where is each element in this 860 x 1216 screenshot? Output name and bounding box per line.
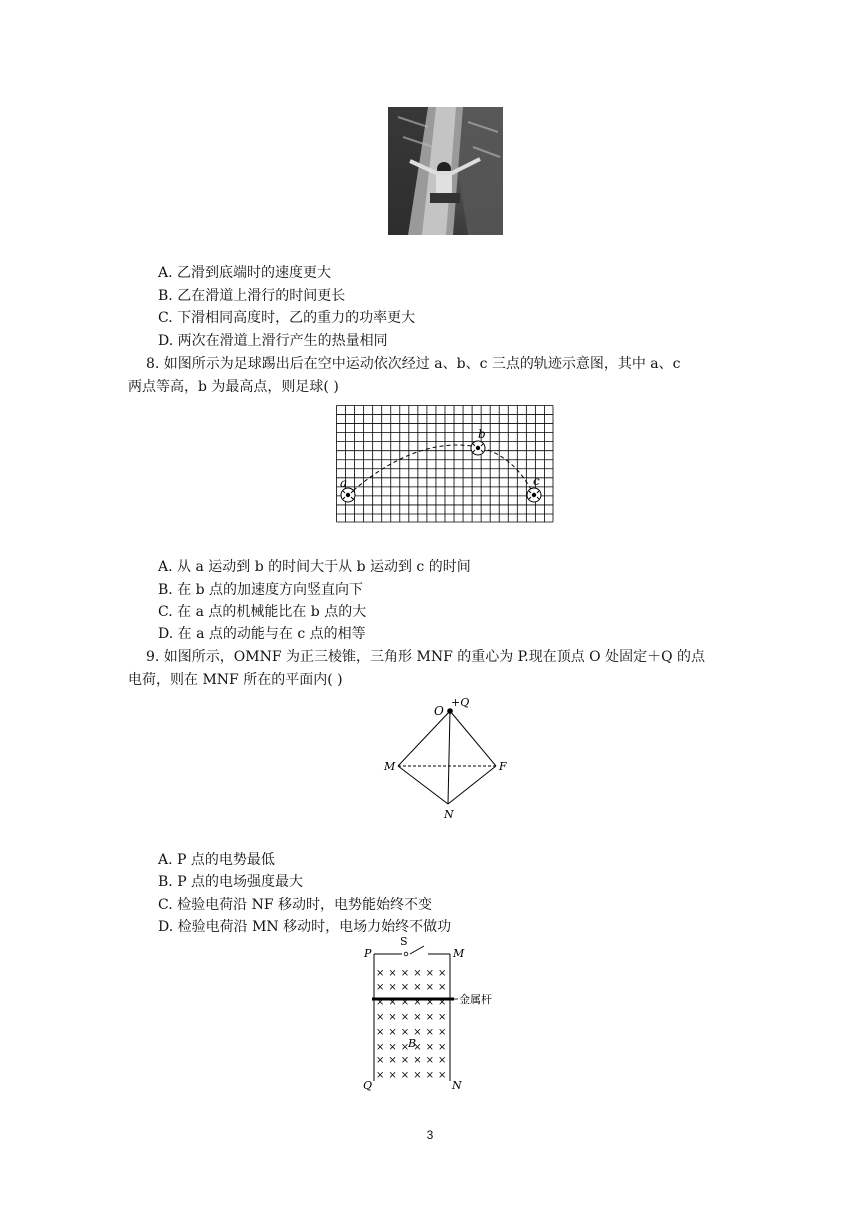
field-mark: × bbox=[400, 1042, 410, 1053]
field-mark: × bbox=[388, 1042, 397, 1053]
field-mark: × bbox=[438, 1012, 447, 1023]
field-mark: × bbox=[425, 968, 434, 979]
q9-option-a: A. P 点的电势最低 bbox=[158, 852, 275, 868]
q8-option-a: A. 从 a 运动到 b 的时间大于从 b 运动到 c 的时间 bbox=[158, 559, 471, 575]
q9-stem-line2: 电荷，则在 MNF 所在的平面内( ) bbox=[128, 672, 343, 688]
label-n: N bbox=[452, 1079, 462, 1092]
field-mark: × bbox=[425, 1027, 434, 1038]
field-mark: × bbox=[438, 982, 447, 993]
field-mark: × bbox=[413, 1027, 422, 1038]
field-mark: × bbox=[425, 982, 434, 993]
switch-pivot bbox=[404, 952, 408, 956]
field-mark: × bbox=[388, 1070, 397, 1081]
edge-of bbox=[450, 711, 496, 766]
q10-rail-figure bbox=[358, 936, 508, 1096]
q8-stem-line1: 8. 如图所示为足球踢出后在空中运动依次经过 a、b、c 三点的轨迹示意图，其中 a、c bbox=[146, 356, 681, 372]
magnetic-field-marks bbox=[376, 968, 446, 1081]
field-mark: × bbox=[400, 982, 410, 993]
label-a: a bbox=[340, 476, 348, 490]
edge-on bbox=[448, 711, 450, 804]
field-mark: × bbox=[376, 1055, 385, 1066]
field-mark: × bbox=[413, 1070, 422, 1081]
field-mark: × bbox=[438, 1042, 447, 1053]
field-mark: × bbox=[438, 968, 447, 979]
field-mark: × bbox=[413, 968, 422, 979]
field-mark: × bbox=[438, 1070, 447, 1081]
charge-point bbox=[447, 708, 453, 714]
field-mark: × bbox=[413, 982, 422, 993]
label-p: P bbox=[364, 947, 372, 960]
q8-option-b: B. 在 b 点的加速度方向竖直向下 bbox=[158, 582, 364, 598]
label-b: b bbox=[478, 427, 486, 441]
label-c: c bbox=[533, 474, 540, 488]
label-m: M bbox=[453, 947, 465, 960]
q9-option-b: B. P 点的电场强度最大 bbox=[158, 874, 304, 890]
page-number: 3 bbox=[426, 1128, 434, 1142]
label-f: F bbox=[499, 760, 507, 773]
field-mark: × bbox=[376, 1042, 385, 1053]
edge-om bbox=[398, 711, 450, 766]
q8-option-c: C. 在 a 点的机械能比在 b 点的大 bbox=[158, 604, 367, 620]
label-n: N bbox=[444, 808, 454, 821]
field-mark: × bbox=[388, 968, 397, 979]
field-mark: × bbox=[425, 1012, 434, 1023]
q9-option-c: C. 检验电荷沿 NF 移动时，电势能始终不变 bbox=[158, 897, 432, 913]
field-mark: × bbox=[388, 1012, 397, 1023]
field-mark: × bbox=[425, 1042, 434, 1053]
field-mark: × bbox=[425, 1070, 434, 1081]
edge-mn bbox=[398, 766, 448, 804]
field-mark: × bbox=[438, 1055, 447, 1066]
field-mark: × bbox=[400, 1055, 410, 1066]
q9-tetrahedron-figure bbox=[378, 694, 518, 824]
field-mark: × bbox=[376, 1027, 385, 1038]
ball-c bbox=[527, 488, 541, 502]
field-mark: × bbox=[376, 968, 385, 979]
q8-trajectory-figure bbox=[336, 405, 554, 523]
field-mark: × bbox=[388, 997, 397, 1008]
q7-option-c: C. 下滑相同高度时，乙的重力的功率更大 bbox=[158, 310, 416, 326]
label-o: O bbox=[434, 704, 444, 718]
field-mark: × bbox=[400, 1070, 410, 1081]
grid bbox=[337, 406, 554, 523]
field-mark: × bbox=[413, 997, 422, 1008]
label-q: Q bbox=[363, 1079, 373, 1092]
field-mark: × bbox=[413, 1055, 422, 1066]
label-m: M bbox=[384, 760, 396, 773]
field-mark: × bbox=[400, 1012, 410, 1023]
ball-b bbox=[471, 441, 485, 455]
field-mark: × bbox=[425, 997, 434, 1008]
q7-option-a: A. 乙滑到底端时的速度更大 bbox=[158, 265, 332, 281]
field-mark: × bbox=[376, 997, 385, 1008]
field-mark: × bbox=[400, 1027, 410, 1038]
field-mark: × bbox=[438, 1027, 447, 1038]
slide-photo bbox=[388, 107, 503, 235]
q9-option-d: D. 检验电荷沿 MN 移动时，电场力始终不做功 bbox=[158, 919, 452, 935]
field-mark: × bbox=[388, 982, 397, 993]
field-mark: × bbox=[376, 1070, 385, 1081]
label-rod: 金属杆 bbox=[459, 993, 492, 1006]
q8-option-d: D. 在 a 点的动能与在 c 点的相等 bbox=[158, 626, 366, 642]
q9-stem-line1: 9. 如图所示，OMNF 为正三棱锥，三角形 MNF 的重心为 P.现在顶点 O 处固定＋Q 的点 bbox=[146, 649, 706, 665]
edge-nf bbox=[448, 766, 496, 804]
field-mark: × bbox=[388, 1055, 397, 1066]
q7-option-b: B. 乙在滑道上滑行的时间更长 bbox=[158, 288, 346, 304]
switch-s bbox=[410, 946, 424, 954]
field-mark: × bbox=[438, 997, 447, 1008]
label-s: S bbox=[400, 936, 408, 948]
label-plus-q: +Q bbox=[451, 696, 470, 709]
field-mark: × bbox=[376, 1012, 385, 1023]
field-mark: × bbox=[413, 1012, 422, 1023]
ball-a bbox=[341, 488, 355, 502]
field-mark: × bbox=[400, 997, 410, 1008]
field-mark: × bbox=[413, 1042, 422, 1053]
field-mark: × bbox=[388, 1027, 397, 1038]
q7-option-d: D. 两次在滑道上滑行产生的热量相同 bbox=[158, 333, 388, 349]
field-mark: × bbox=[400, 968, 410, 979]
field-mark: × bbox=[376, 982, 385, 993]
field-mark: × bbox=[425, 1055, 434, 1066]
trajectory-curve bbox=[348, 445, 534, 495]
q8-stem-line2: 两点等高，b 为最高点，则足球( ) bbox=[128, 379, 339, 395]
label-b-field: B bbox=[408, 1037, 417, 1050]
